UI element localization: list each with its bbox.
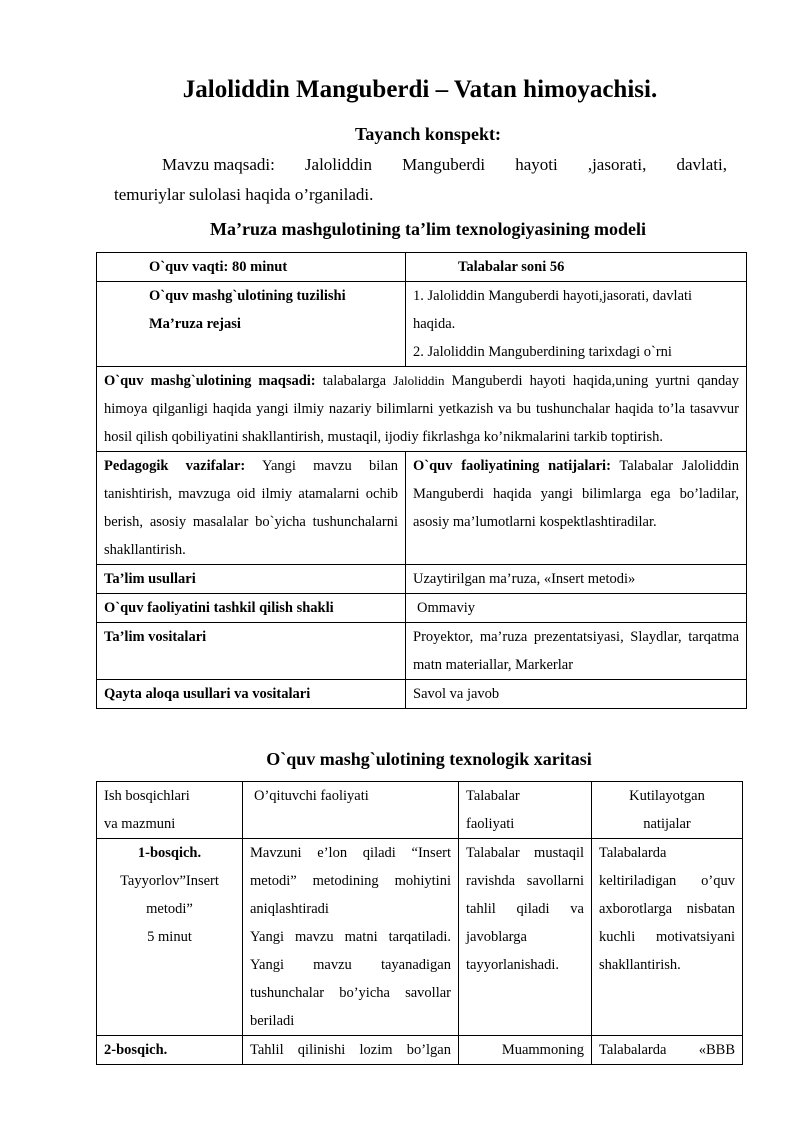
topic-goal-word: hayoti <box>515 155 558 174</box>
stage-2-teacher-activity: Tahlil qilinishi lozim bo’lgan <box>243 1036 459 1065</box>
stage-2-title: 2-bosqich. <box>97 1036 243 1065</box>
table-row <box>97 565 747 594</box>
lesson-goal-cell <box>97 367 747 452</box>
table-row <box>97 1036 743 1065</box>
topic-goal-word: Jaloliddin <box>304 155 372 174</box>
table-row <box>97 839 743 1036</box>
activity-form-value: Ommaviy <box>406 594 747 623</box>
stage-1-name: metodi” <box>146 901 193 917</box>
lesson-goal-text: talabalarga <box>315 373 394 389</box>
students-count-cell: Talabalar soni 56 <box>406 253 747 282</box>
table-row <box>97 253 747 282</box>
lesson-structure-label: O`quv mashg`ulotining tuzilishi <box>149 288 346 304</box>
topic-goal-word: davlati, <box>676 155 727 174</box>
plan-item-2: 2. Jaloliddin Manguberdining tarixdagi o`rni <box>413 344 672 360</box>
plan-item-1-cont: haqida. <box>413 316 456 332</box>
table-row <box>97 623 747 680</box>
teaching-tools-label: Ta’lim vositalari <box>97 623 406 680</box>
teacher-activity-text: Yangi mavzu matni tarqatiladi. Yangi mavzu tayanadigan tushunchalar bo’yicha savollar beriladi <box>250 929 451 1029</box>
learning-results-text: Talabalar Jaloliddin Manguberdi haqida yangi bilimlarga ega bo’ladilar, asosiy ma’lumotlarni kospektlashtiradilar. <box>413 458 739 530</box>
table-row <box>97 594 747 623</box>
feedback-methods-label: Qayta aloqa usullari va vositalari <box>97 680 406 709</box>
stage-1-teacher-activity <box>243 839 459 1036</box>
pedagogical-tasks-label: Pedagogik vazifalar: <box>104 458 246 474</box>
topic-goal-line-2: temuriylar sulolasi haqida o’rganiladi. <box>114 185 374 204</box>
lesson-structure-cell <box>97 282 406 367</box>
column-header-text: Ish bosqichlari <box>104 788 190 804</box>
stage-1-student-activity: Talabalar mustaqil ravishda savollarni tahlil qiladi va javoblarga tayyorlanishadi. <box>459 839 592 1036</box>
topic-goal-line-1 <box>162 155 727 175</box>
teaching-methods-label: Ta’lim usullari <box>97 565 406 594</box>
model-heading: Ma’ruza mashgulotining ta’lim texnologiyasining modeli <box>209 219 647 239</box>
document-title: Jaloliddin Manguberdi – Vatan himoyachisi. <box>182 76 658 103</box>
column-header-text: Talabalar <box>466 788 520 804</box>
teaching-methods-value: Uzaytirilgan ma’ruza, «Insert metodi» <box>406 565 747 594</box>
technology-map-heading: O`quv mashg`ulotining texnologik xaritasi <box>266 749 592 769</box>
column-header-text: va mazmuni <box>104 816 176 832</box>
table-row <box>97 680 747 709</box>
stage-1-name: Tayyorlov”Insert <box>120 873 219 889</box>
column-header-results <box>592 782 743 839</box>
feedback-methods-value: Savol va javob <box>406 680 747 709</box>
learning-results-label: O`quv faoliyatining natijalari: <box>413 458 611 474</box>
pedagogical-tasks-text: Yangi mavzu bilan tanishtirish, mavzuga oid ilmiy atamalarni ochib berish, asosiy masalalar bo`yicha tushunchalarni shakllantirish. <box>104 458 398 558</box>
column-header-teacher: O’qituvchi faoliyati <box>243 782 459 839</box>
topic-goal-word: Manguberdi <box>402 155 486 174</box>
table-row <box>97 367 747 452</box>
stage-2-student-activity: Muammoning <box>459 1036 592 1065</box>
column-header-text: faoliyati <box>466 816 515 832</box>
lesson-goal-label: O`quv mashg`ulotining maqsadi: <box>104 373 316 389</box>
table-row <box>97 282 747 367</box>
topic-goal-label: Mavzu maqsadi: <box>162 155 275 174</box>
stage-1-expected-results: Talabalarda keltiriladigan o’quv axborotlarga nisbatan kuchli motivatsiyani shakllantirish. <box>592 839 743 1036</box>
stage-1-cell <box>97 839 243 1036</box>
table-row <box>97 782 743 839</box>
column-header-students <box>459 782 592 839</box>
activity-form-label: O`quv faoliyatini tashkil qilish shakli <box>97 594 406 623</box>
stage-2-expected-results: Talabalarda «BBB <box>592 1036 743 1065</box>
pedagogical-tasks-cell <box>97 452 406 565</box>
column-header-stages <box>97 782 243 839</box>
lesson-goal-name: Jaloliddin <box>393 373 445 388</box>
technology-map-table <box>96 781 743 1065</box>
lesson-model-table <box>96 252 747 709</box>
teaching-tools-value: Proyektor, ma’ruza prezentatsiyasi, Slaydlar, tarqatma matn materiallar, Markerlar <box>406 623 747 680</box>
learning-results-cell <box>406 452 747 565</box>
stage-1-title: 1-bosqich. <box>137 845 202 861</box>
teacher-activity-text: Mavzuni e’lon qiladi “Insert metodi” metodining mohiytini aniqlashtiradi <box>250 845 451 917</box>
table-row <box>97 452 747 565</box>
column-header-text: natijalar <box>643 816 691 832</box>
lecture-plan-label: Ma’ruza rejasi <box>149 316 241 332</box>
study-time-cell: O`quv vaqti: 80 minut <box>97 253 406 282</box>
topic-goal-word: ,jasorati, <box>587 155 647 174</box>
lecture-plan-cell <box>406 282 747 367</box>
plan-item-1: 1. Jaloliddin Manguberdi hayoti,jasorati, davlati <box>413 288 693 304</box>
column-header-text: Kutilayotgan <box>629 788 705 804</box>
stage-1-time: 5 minut <box>147 929 192 945</box>
document-subtitle: Tayanch konspekt: <box>355 124 501 144</box>
lesson-goal-text: Manguberdi hayoti haqida,uning yurtni qanday himoya qilganligi haqida yangi ilmiy nazariy bilimlarni yetkazish va bu tushunchalar haqida to’la tasavvur hosil qilish qobiliyatini shakllantirish, mustaqil, ijodiy fikrlashga ko’nikmalarini tarkib toptirish. <box>104 373 739 445</box>
